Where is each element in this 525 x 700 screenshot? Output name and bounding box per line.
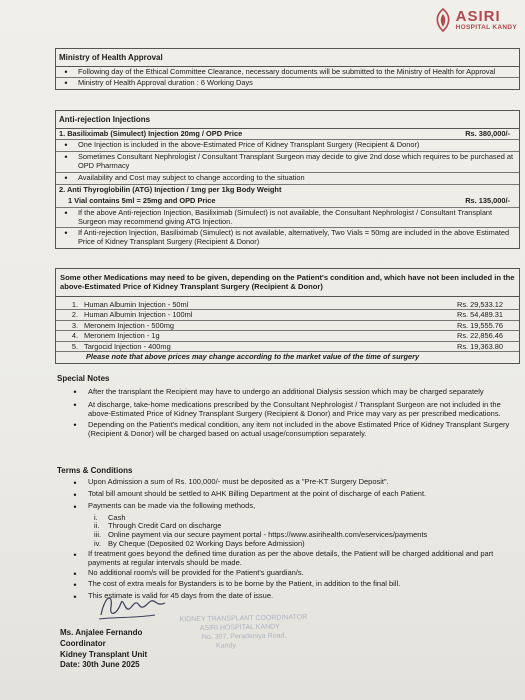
medication-row: 5. Targocid Injection - 400mg Rs. 19,363.80 (56, 342, 519, 352)
terms-item: • Upon Admission a sum of Rs. 100,000/- must be deposited as a "Pre-KT Surgery Deposit". (62, 478, 525, 489)
atg-bullet: • If the above Anti-rejection Injection, Basiliximab (Simulect) is not available, the Consultant Nephrologist / Consultant Transplant Surgeon may recommend giving ATG Injection. (56, 208, 519, 229)
medications-heading: Some other Medications may need to be given, depending on the Patient's condition and, which have not been included in the above-Estimated Price of Kidney Transplant Surgery (Recipient & Donor) (56, 269, 519, 297)
terms-title: Terms & Conditions (57, 466, 133, 475)
issue-date: Date: 30th June 2025 (60, 660, 140, 670)
atg-bullet: • If Anti-rejection Injection, Basiliximab (Simulect) is not available, alternatively, Two Vials = 50mg are included in the above Estimated Price of Kidney Transplant Surgery (Recipient & Donor) (56, 228, 519, 248)
other-medications-box (55, 268, 520, 364)
anti-rejection-title: Anti-rejection Injections (56, 111, 519, 129)
special-notes-list (62, 387, 525, 441)
payment-method: iv. By Cheque (Deposited 02 Working Days before Admission) (94, 539, 305, 549)
moh-title: Ministry of Health Approval (56, 49, 519, 67)
official-stamp: KIDNEY TRANSPLANT COORDINATOR ASIRI HOSPITAL KANDY No. 307, Peradeniya Road, Kandy. (179, 614, 308, 650)
basiliximab-bullet: • Sometimes Consultant Nephrologist / Consultant Transplant Surgeon may decide to give 2nd dose which requires to be purchased at OPD Pharmacy (56, 152, 519, 173)
special-note-item: • At discharge, take-home medications prescribed by the Consultant Nephrologist / Transplant Surgeon are not included in the above-Estimated Price of Kidney Transplant Surgery (Recipient & Donor) and Price may vary as per prescribed medications. (62, 400, 525, 418)
asiri-logo-icon (434, 8, 452, 32)
basiliximab-bullet: • One Injection is included in the above-Estimated Price of Kidney Transplant Surgery (Recipient & Donor) (56, 140, 519, 152)
terms-item: • Total bill amount should be settled to AHK Billing Department at the point of discharge of each Patient. (62, 490, 525, 501)
signoff-block (60, 628, 147, 671)
moh-bullet: • Ministry of Health Approval duration : 6 Working Days (56, 78, 519, 89)
atg-price: Rs. 135,000/- (465, 195, 510, 205)
payment-method: ii. Through Credit Card on discharge (94, 521, 222, 531)
atg-subtitle: 1 Vial contains 5ml = 25mg and OPD Price Rs. 135,000/- (56, 196, 519, 208)
basiliximab-price: Rs. 380,000/- (465, 128, 510, 138)
price-change-note: Please note that above prices may change according to the market value of the time of surgery (86, 351, 420, 361)
terms-item: • The cost of extra meals for Bystanders is to be borne by the Patient, in addition to the final bill. (62, 580, 525, 591)
medication-row: 1. Human Albumin Injection - 50ml Rs. 29,533.12 (56, 300, 519, 310)
basiliximab-title: 1. Basiliximab (Simulect) Injection 20mg / OPD Price Rs. 380,000/- (56, 129, 519, 141)
coordinator-name: Ms. Anjalee Fernando (60, 628, 143, 637)
medication-row: 3. Meronem Injection - 500mg Rs. 19,555.76 (56, 321, 519, 331)
terms-item: • If treatment goes beyond the defined time duration as per the above details, the Patient will be charged additional and part payments at regular intervals should be made. (62, 550, 525, 568)
handwritten-signature (95, 585, 175, 625)
basiliximab-bullet: • Availability and Cost may subject to change according to the situation (56, 173, 519, 185)
special-note-item: • After the transplant the Recipient may have to undergo an additional Dialysis session which may be charged separately (62, 387, 525, 398)
hospital-logo (434, 8, 517, 32)
moh-bullet: • Following day of the Ethical Committee Clearance, necessary documents will be submitted to the Ministry of Health for Approval (56, 67, 519, 79)
logo-name: ASIRI (455, 7, 501, 25)
special-note-item: • Depending on the Patient's medical condition, any item not included in the above Estimated Price of Kidney Transplant Surgery (Recipient & Donor) will be charged based on actual usage/consumption separately. (62, 420, 525, 438)
terms-item: • Payments can be made via the following methods, (62, 502, 525, 513)
payment-method: i. Cash (94, 512, 126, 522)
atg-title: 2. Anti Thyroglobilin (ATG) Injection / 1mg per 1kg Body Weight (59, 184, 282, 194)
terms-item: • No additional room/s will be provided for the Patient's guardian/s. (62, 569, 525, 580)
medication-row: 2. Human Albumin Injection - 100ml Rs. 54,489.31 (56, 310, 519, 320)
moh-approval-box (55, 48, 520, 90)
logo-subtitle: HOSPITAL KANDY (455, 23, 517, 31)
medication-row: 4. Meronem Injection - 1g Rs. 22,856.46 (56, 331, 519, 341)
terms-item: • This estimate is valid for 45 days from the date of issue. (62, 592, 525, 603)
special-notes-title: Special Notes (57, 374, 110, 383)
coordinator-role: Coordinator (60, 638, 106, 648)
anti-rejection-box (55, 110, 520, 249)
payment-method: iii. Online payment via our secure payment portal - https://www.asirihealth.com/eservices/payments (94, 530, 428, 540)
unit-name: Kidney Transplant Unit (60, 649, 148, 659)
